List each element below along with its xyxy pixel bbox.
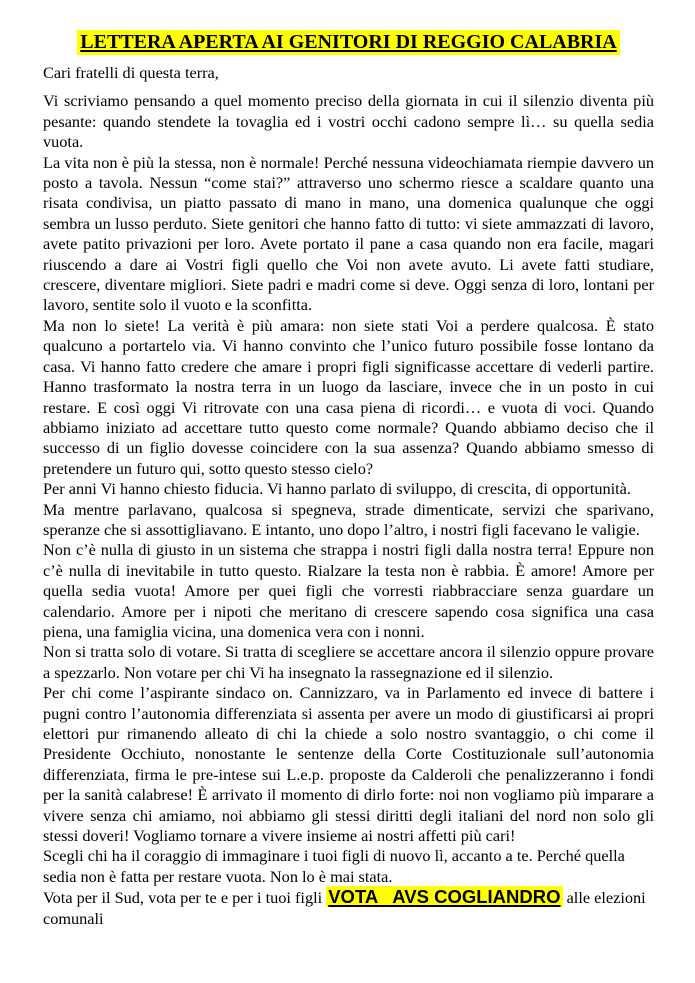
paragraph-truth: Ma non lo siete! La verità è più amara: non siete stati Voi a perdere qualcosa. È stato qualcuno a portartelo via. Vi hanno convinto che l’unico futuro possibile fosse lontano da casa. Vi hanno fatto credere che amare i propri figli significasse accettare di vederli partire. Hanno trasformato la nostra terra in un luogo da lasciare, invece che in un posto in cui restare. E così oggi Vi ritrovate con una casa piena di ricordi… e vuota di voci. Quando abbiamo iniziato ad accettare tutto questo come normale? Quando abbiamo deciso che il successo di un figlio dovesse coincidere con la sua assenza? Quando abbiamo smesso di pretendere un futuro qui, sotto questo stesso cielo? (43, 315, 654, 478)
paragraph-choose: Scegli chi ha il coraggio di immaginare i tuoi figli di nuovo lì, accanto a te. Perché quella sedia non è fatta per restare vuota. Non lo è mai stata. (43, 846, 625, 886)
closing-after: alle elezioni comunali (43, 888, 646, 928)
letter-greeting: Cari fratelli di questa terra, (43, 63, 219, 82)
paragraph-love: Non c’è nulla di giusto in un sistema che strappa i nostri figli dalla nostra terra! Eppure non c’è nulla di inevitabile in tutto questo. Rialzare la testa non è rabbia. È amore! Amore per quella sedia vuota! Amore per quei figli che vorresti riabbracciare senza guardare un calendario. Amore per i nipoti che meritano di crescere sapendo cosa significa una casa piena, una famiglia vicina, una domenica vera con i nonni. (43, 540, 654, 641)
closing-before: Vota per il Sud, vota per te e per i tuoi figli (43, 888, 327, 908)
paragraph-life: La vita non è più la stessa, non è normale! Perché nessuna videochiamata riempie davvero un posto a tavola. Nessun “come stai?” attraverso uno schermo riesce a scaldare quanto una risata condivisa, un piatto passato di mano in mano, una domenica qualunque che oggi sembra un lusso perduto. Siete genitori che hanno fatto di tutto: vi siete ammazzati di lavoro, avete patito privazioni per loro. Avete portato il pane a casa quando non era facile, magari riuscendo a dare ai Vostri figli quello che Voi non avete avuto. Li avete fatti studiare, crescere, diventare migliori. Siete padri e madri come si deve. Oggi senza di loro, lontani per lavoro, sentite solo il vuoto e la sconfitta. (43, 152, 654, 315)
letter-page (43, 30, 654, 929)
letter-title: LETTERA APERTA AI GENITORI DI REGGIO CALABRIA (77, 30, 619, 55)
paragraph-trust: Per anni Vi hanno chiesto fiducia. Vi hanno parlato di sviluppo, di crescita, di opportunità. (43, 479, 631, 499)
vote-highlight: VOTA AVS COGLIANDRO (328, 886, 561, 908)
paragraph-meanwhile: Ma mentre parlavano, qualcosa si spegneva, strade dimenticate, servizi che sparivano, speranze che si assottigliavano. E intanto, uno dopo l’altro, i nostri figli facevano le valigie. (43, 499, 654, 539)
title-container (43, 30, 654, 55)
closing-line (43, 887, 654, 929)
paragraph-politics: Per chi come l’aspirante sindaco on. Cannizzaro, va in Parlamento ed invece di battere i pugni contro l’autonomia differenziata si assenta per avere un modo di giustificarsi ai propri elettori pur rimanendo alleato di chi la chiede a solo nostro svantaggio, o chi come il Presidente Occhiuto, nonostante le sentenze della Corte Costituzionale sull’autonomia differenziata, firma le pre-intese sui L.e.p. proposte da Calderoli che penalizzeranno i fondi per la sanità calabrese! È arrivato il momento di dirlo forte: noi non vogliamo più imparare a vivere senza chi amiamo, noi abbiamo gli stessi diritti degli italiani del nord non solo gli stessi doveri! Vogliamo tornare a vivere insieme ai nostri affetti più cari! (43, 683, 654, 846)
paragraph-vote: Non si tratta solo di votare. Si tratta di scegliere se accettare ancora il silenzio oppure provare a spezzarlo. Non votare per chi Vi ha insegnato la rassegnazione ed il silenzio. (43, 642, 654, 682)
paragraph-chair: Vi scriviamo pensando a quel momento preciso della giornata in cui il silenzio diventa più pesante: quando stendete la tovaglia ed i vostri occhi cadono sempre lì… su quella sedia vuota. (43, 91, 654, 152)
